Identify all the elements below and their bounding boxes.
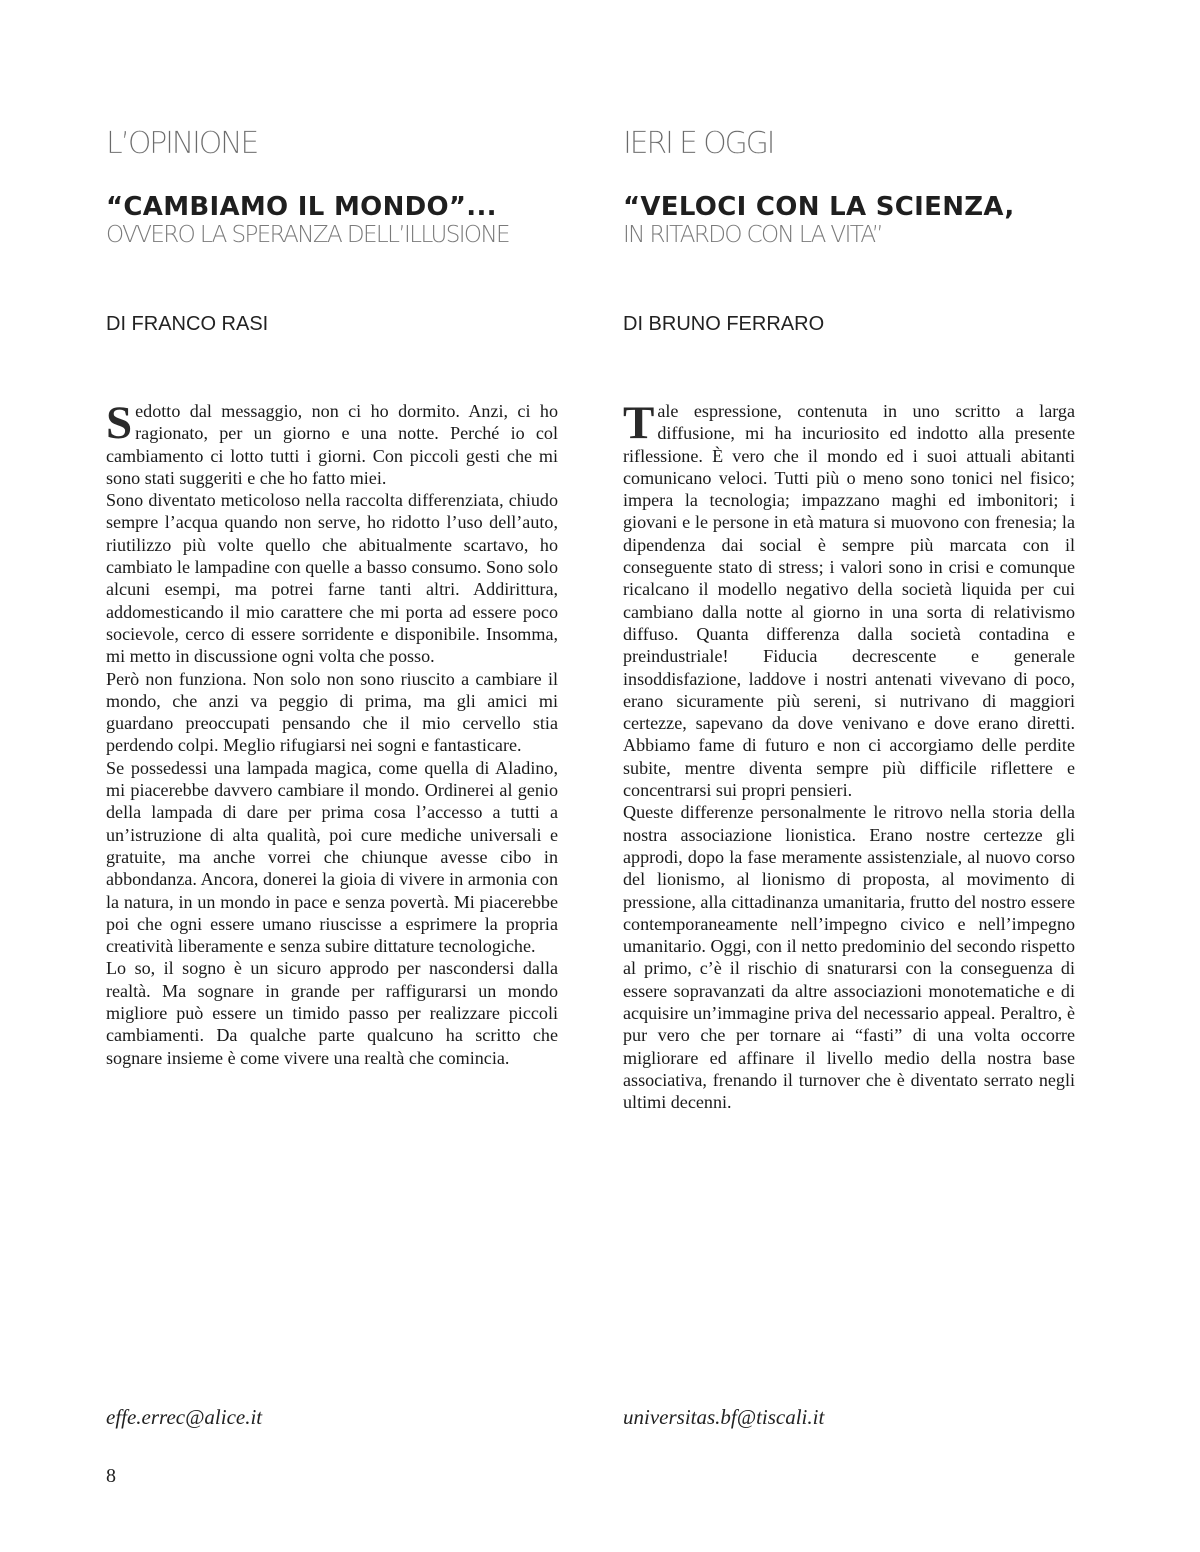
article-subtitle: IN RITARDO CON LA VITA” <box>623 222 883 248</box>
section-title: L’OPINIONE <box>106 126 258 161</box>
author-email-link[interactable]: universitas.bf@tiscali.it <box>623 1405 825 1429</box>
page-number: 8 <box>106 1465 116 1487</box>
paragraph: edotto dal messaggio, non ci ho dormito. Anzi, ci ho ragionato, per un giorno e una notte. Perché io col cambiamento ci lotto tutti i giorni. Con piccoli gesti che mi sono stati suggeriti e che ho fatto miei. <box>106 401 558 488</box>
author-email-link[interactable]: effe.errec@alice.it <box>106 1405 263 1429</box>
paragraph: Sono diventato meticoloso nella raccolta differenziata, chiudo sempre l’acqua quando non serve, ho ridotto l’uso dell’auto, riutilizzo più volte quello che abitualmente scartavo, ho cambiato le lampadine con quelle a basso consumo. Sono solo alcuni esempi, ma potrei farne tanti altri. Addirittura, addomesticando il mio carattere che mi porta ad essere poco socievole, cerco di essere sorridente e disponibile. Insomma, mi metto in discussione ogni volta che posso. <box>106 490 558 667</box>
article-body <box>106 397 558 1069</box>
article-body <box>623 397 1075 1114</box>
paragraph: ale espressione, contenuta in uno scritto a larga diffusione, mi ha incuriosito ed indotto alla presente riflessione. È vero che il mondo ed i suoi attuali abitanti comunicano veloci. Tutti più o meno sono tonici nel fisico; impera la tecnologia; impazzano maghi ed imbonitori; i giovani e le persone in età matura si muovono con frenesia; la dipendenza dai social è sempre più marcata con il conseguente stato di stress; i valori sono in crisi e comunque ricalcano il modello negativo della società liquida per cui cambiano dalla notte al giorno in una sorta di relativismo diffuso. Quanta differenza dalla società contadina e preindustriale! Fiducia decrescente e generale insoddisfazione, laddove i nostri antenati vivevano di poco, erano sicuramente più sereni, si nutrivano di maggiori certezze, sapevano da dove venivano e dove erano diretti. Abbiamo fame di futuro e non ci accorgiamo delle perdite subite, mentre diventa sempre più difficile riflettere e concentrarsi sui propri pensieri. <box>623 401 1075 801</box>
drop-cap: S <box>106 397 133 449</box>
paragraph: Però non funziona. Non solo non sono riuscito a cambiare il mondo, che anzi va peggio di prima, ma gli amici mi guardano preoccupati pensando che il mio cervello stia perdendo colpi. Meglio rifugiarsi nei sogni e fantasticare. <box>106 668 558 756</box>
paragraph: Lo so, il sogno è un sicuro approdo per nascondersi dalla realtà. Ma sognare in grande per raffigurarsi un mondo migliore può essere un timido passo per realizzare piccoli cambiamenti. Da qualche parte qualcuno ha scritto che sognare insieme è come vivere una realtà che comincia. <box>106 958 558 1068</box>
drop-cap: T <box>623 397 655 449</box>
paragraph: Queste differenze personalmente le ritrovo nella storia della nostra associazione lionistica. Erano nostre certezze gli approdi, dopo la fase meramente assistenziale, al nuovo corso del lionismo, al lionismo di proposta, al movimento di pressione, alla cittadinanza umanitaria, frutto del nostro essere contemporaneamente nell’impegno civico e nell’impegno umanitario. Oggi, con il netto predominio del secondo rispetto al primo, c’è il rischio di snaturarsi con la conseguenza di essere sopravanzati da altre associazioni monotematiche e di acquisire un’immagine priva del necessario appeal. Peraltro, è pur vero che per tornare ai “fasti” di una volta occorre migliorare ed affinare il livello medio della nostra base associativa, frenando il turnover che è diventato serrato negli ultimi decenni. <box>623 802 1075 1113</box>
section-title: IERI E OGGI <box>623 126 774 161</box>
article-byline: DI BRUNO FERRARO <box>623 313 825 335</box>
article-headline: “CAMBIAMO IL MONDO”... <box>106 192 497 222</box>
article-headline: “VELOCI CON LA SCIENZA, <box>623 192 1015 222</box>
article-subtitle: OVVERO LA SPERANZA DELL’ILLUSIONE <box>106 222 509 248</box>
paragraph: Se possedessi una lampada magica, come quella di Aladino, mi piacerebbe davvero cambiare il mondo. Ordinerei al genio della lampada di dare per prima cosa l’accesso a tutti a un’istruzione di alta qualità, poi cure mediche universali e gratuite, ma anche vorrei che chiunque avesse cibo in abbondanza. Ancora, donerei la gioia di vivere in armonia con la natura, in un mondo in pace e senza povertà. Mi piacerebbe poi che ogni essere umano riuscisse a esprimere la propria creatività liberamente e senza subire dittature tecnologiche. <box>106 757 558 957</box>
article-byline: DI FRANCO RASI <box>106 313 269 335</box>
